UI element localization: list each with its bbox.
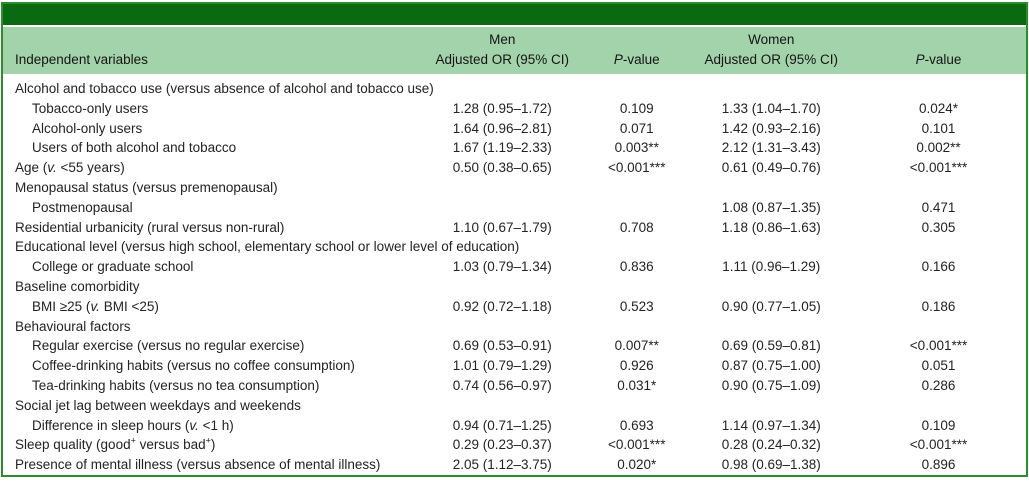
men-or-cell: 0.29 (0.23–0.37)	[452, 437, 552, 453]
italic-text: v.	[47, 160, 57, 176]
women-or-cell: 0.69 (0.59–0.81)	[721, 338, 821, 354]
label-text: Postmenopausal	[32, 199, 133, 215]
men-or-cell: 0.50 (0.38–0.65)	[452, 160, 552, 176]
women-p-cell: <0.001***	[909, 437, 968, 453]
p-italic: P	[613, 52, 623, 67]
women-p-cell: <0.001***	[909, 160, 968, 176]
header-sub-row	[3, 50, 1026, 74]
label-text: versus bad	[135, 437, 206, 453]
women-adjusted-or-header: Adjusted OR (95% CI)	[704, 52, 839, 67]
label-text: Alcohol-only users	[32, 120, 143, 136]
men-or-cell: 1.67 (1.19–2.33)	[452, 140, 552, 156]
label-text: Behavioural factors	[15, 318, 131, 334]
label-text: )	[210, 437, 216, 453]
section-row	[3, 178, 1026, 198]
label-text: BMI ≥25 (	[32, 298, 91, 314]
section-row	[3, 79, 1026, 99]
variable-label	[3, 119, 422, 139]
italic-text: v.	[90, 298, 100, 314]
women-p-cell: 0.896	[921, 457, 956, 473]
table-header	[3, 27, 1026, 74]
label-text: BMI <25)	[99, 298, 159, 314]
women-or-cell: 1.08 (0.87–1.35)	[721, 199, 821, 215]
italic-text: v.	[189, 417, 199, 433]
variable-label	[3, 336, 422, 356]
section-label	[3, 178, 1026, 198]
section-label	[3, 396, 1026, 416]
table-row	[3, 416, 1026, 436]
table-body	[3, 74, 1026, 475]
variable-label	[3, 297, 422, 317]
table-title-bar	[3, 4, 1026, 25]
variable-label	[3, 356, 422, 376]
women-p-cell: 0.166	[921, 259, 956, 275]
men-or-cell: 1.64 (0.96–2.81)	[452, 120, 552, 136]
women-p-cell: 0.305	[921, 219, 956, 235]
women-or-cell: 0.98 (0.69–1.38)	[721, 457, 821, 473]
men-or-cell: 1.01 (0.79–1.29)	[452, 358, 552, 374]
table-row	[3, 356, 1026, 376]
women-or-cell: 2.12 (1.31–3.43)	[721, 140, 821, 156]
men-or-cell: 0.74 (0.56–0.97)	[452, 377, 552, 393]
men-p-cell: 0.020*	[617, 457, 657, 473]
section-label	[3, 317, 1026, 337]
women-p-cell: 0.186	[921, 298, 956, 314]
label-text: <55 years)	[56, 160, 125, 176]
men-p-cell: 0.523	[619, 298, 654, 314]
variable-label	[3, 99, 422, 119]
table-row	[3, 119, 1026, 139]
table-row	[3, 297, 1026, 317]
variable-label	[3, 158, 422, 178]
label-text: Sleep quality (good	[15, 437, 131, 453]
section-row	[3, 277, 1026, 297]
section-row	[3, 237, 1026, 257]
men-p-value-header	[582, 50, 691, 74]
men-or-cell: 0.69 (0.53–0.91)	[452, 338, 552, 354]
women-or-cell: 0.90 (0.77–1.05)	[721, 298, 821, 314]
women-p-cell: 0.286	[921, 377, 956, 393]
women-or-cell: 0.28 (0.24–0.32)	[721, 437, 821, 453]
table-row	[3, 138, 1026, 158]
header-spacer	[851, 27, 1026, 50]
table-row	[3, 376, 1026, 396]
women-p-cell: 0.101	[921, 120, 956, 136]
women-p-cell: 0.471	[921, 199, 956, 215]
women-or-cell: 1.14 (0.97–1.34)	[721, 417, 821, 433]
men-p-cell	[582, 198, 691, 218]
section-label	[3, 237, 1026, 257]
variable-label	[3, 435, 422, 455]
women-or-cell: 1.18 (0.86–1.63)	[721, 219, 821, 235]
men-or-cell: 1.03 (0.79–1.34)	[452, 259, 552, 275]
label-text: Baseline comorbidity	[15, 278, 140, 294]
label-text: Difference in sleep hours (	[32, 417, 190, 433]
women-or-cell: 0.87 (0.75–1.00)	[721, 358, 821, 374]
section-label	[3, 79, 1026, 99]
men-p-cell: 0.031*	[617, 377, 657, 393]
variable-label	[3, 218, 422, 238]
men-p-cell: 0.109	[619, 100, 654, 116]
label-text: Residential urbanicity (rural versus non-rural)	[15, 219, 285, 235]
superscript-marker: +	[130, 435, 136, 446]
men-group-header: Men	[489, 32, 516, 47]
header-spacer	[582, 27, 691, 50]
header-spacer	[3, 27, 422, 50]
men-p-cell: 0.003**	[614, 140, 659, 156]
table-frame	[1, 2, 1028, 477]
women-p-cell: 0.002**	[916, 140, 961, 156]
variable-label	[3, 257, 422, 277]
men-p-cell: 0.708	[619, 219, 654, 235]
section-row	[3, 317, 1026, 337]
men-or-cell: 2.05 (1.12–3.75)	[452, 457, 552, 473]
label-text: College or graduate school	[32, 259, 194, 275]
women-or-cell: 0.90 (0.75–1.09)	[721, 377, 821, 393]
men-or-cell: 0.94 (0.71–1.25)	[452, 417, 552, 433]
women-p-cell: 0.024*	[919, 100, 959, 116]
p-rest: -value	[924, 52, 962, 67]
section-label	[3, 277, 1026, 297]
women-or-cell: 1.11 (0.96–1.29)	[722, 259, 821, 275]
table-row	[3, 218, 1026, 238]
label-text: <1 h)	[198, 417, 234, 433]
women-p-cell: 0.109	[921, 417, 956, 433]
women-group-header: Women	[748, 32, 795, 47]
results-table	[3, 27, 1026, 475]
table-row	[3, 336, 1026, 356]
label-text: Menopausal status (versus premenopausal)	[15, 179, 278, 195]
variable-label	[3, 455, 422, 475]
label-text: Presence of mental illness (versus absence of mental illness)	[15, 457, 381, 473]
table-row	[3, 455, 1026, 475]
variable-label	[3, 416, 422, 436]
men-p-cell: 0.693	[619, 417, 654, 433]
p-rest: -value	[622, 52, 660, 67]
section-row	[3, 396, 1026, 416]
variable-label	[3, 198, 422, 218]
p-italic: P	[915, 52, 925, 67]
label-text: Alcohol and tobacco use (versus absence of alcohol and tobacco use)	[15, 81, 434, 96]
superscript-marker: +	[205, 435, 211, 446]
men-p-cell: <0.001***	[608, 160, 666, 176]
label-text: Regular exercise (versus no regular exercise)	[32, 338, 305, 354]
label-text: Social jet lag between weekdays and weekends	[15, 397, 301, 413]
men-p-cell: 0.007**	[614, 338, 659, 354]
variable-label	[3, 376, 422, 396]
women-or-cell: 0.61 (0.49–0.76)	[721, 160, 821, 176]
header-group-row	[3, 27, 1026, 50]
label-text: Tea-drinking habits (versus no tea consumption)	[32, 377, 320, 393]
men-p-cell: 0.071	[619, 120, 654, 136]
men-or-cell: 1.10 (0.67–1.79)	[452, 219, 552, 235]
label-text: Tobacco-only users	[32, 100, 149, 116]
women-p-cell: 0.051	[921, 358, 956, 374]
table-row	[3, 198, 1026, 218]
women-p-cell: <0.001***	[909, 338, 968, 354]
table-row	[3, 99, 1026, 119]
women-p-value-header	[851, 50, 1026, 74]
label-text: Educational level (versus high school, elementary school or lower level of education)	[15, 239, 520, 255]
label-text: Users of both alcohol and tobacco	[32, 140, 237, 156]
men-or-cell: 1.28 (0.95–1.72)	[452, 100, 552, 116]
men-p-cell: 0.926	[619, 358, 654, 374]
variable-label	[3, 138, 422, 158]
men-or-cell	[422, 198, 582, 218]
men-or-cell: 0.92 (0.72–1.18)	[452, 298, 552, 314]
table-row	[3, 257, 1026, 277]
table-row	[3, 435, 1026, 455]
men-p-cell: 0.836	[619, 259, 654, 275]
label-text: Coffee-drinking habits (versus no coffee consumption)	[32, 358, 355, 374]
men-adjusted-or-header: Adjusted OR (95% CI)	[435, 52, 569, 67]
independent-variables-header: Independent variables	[15, 52, 148, 67]
label-text: Age (	[15, 160, 48, 176]
table-row	[3, 158, 1026, 178]
women-or-cell: 1.42 (0.93–2.16)	[721, 120, 821, 136]
men-p-cell: <0.001***	[608, 437, 666, 453]
women-or-cell: 1.33 (1.04–1.70)	[721, 100, 821, 116]
